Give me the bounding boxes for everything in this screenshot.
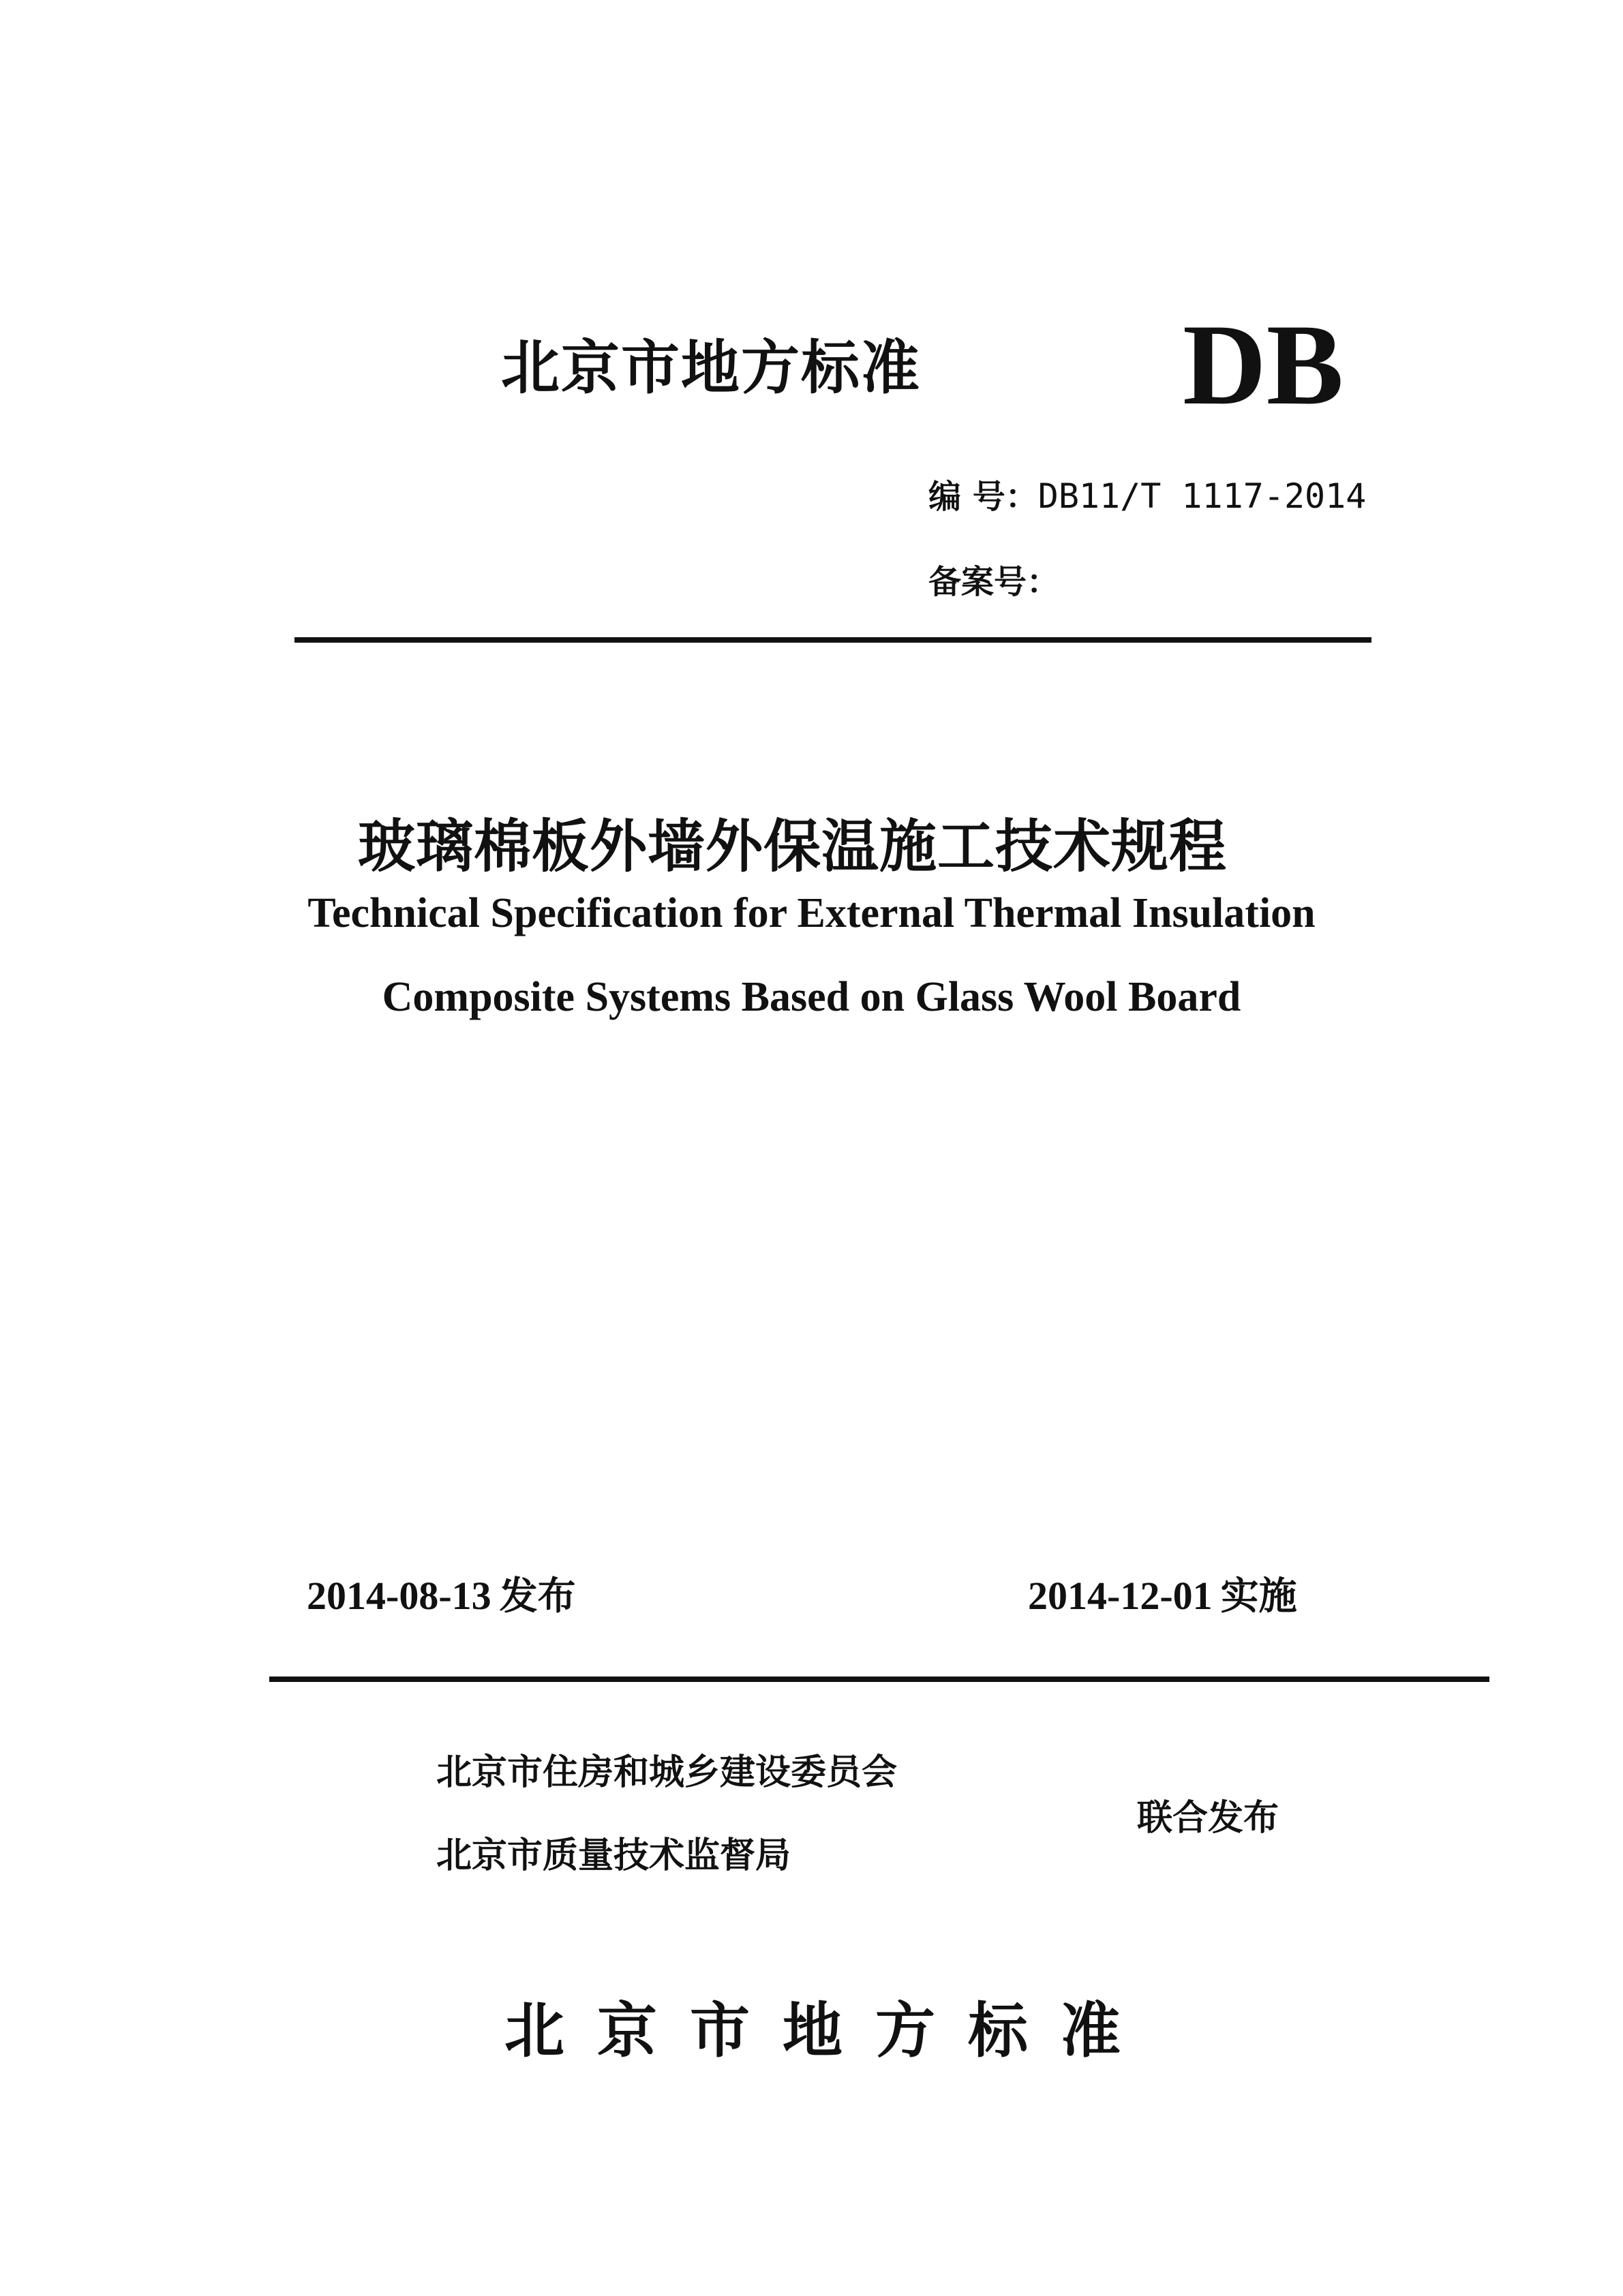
document-title-chinese: 玻璃棉板外墙外保温施工技术规程 <box>358 813 1228 880</box>
record-number-row <box>928 555 1059 602</box>
effective-label: 实施 <box>1220 1574 1297 1619</box>
issue-date-row <box>307 1566 576 1621</box>
effective-date: 2014-12-01 <box>1028 1574 1213 1618</box>
standard-number-value: DB11/T 1117-2014 <box>1037 476 1367 516</box>
standard-number-label: 编 号： <box>928 478 1038 516</box>
joint-publish-label: 联合发布 <box>1137 1798 1279 1839</box>
effective-date-row <box>1028 1566 1297 1621</box>
issue-date: 2014-08-13 <box>307 1574 491 1618</box>
standard-number-row <box>928 470 1366 517</box>
issue-label: 发布 <box>499 1574 576 1619</box>
publisher-agency-housing: 北京市住房和城乡建设委员会 <box>436 1752 898 1793</box>
document-title-english-line1: Technical Specification for External Thermal Insulation <box>307 890 1316 936</box>
top-divider <box>294 637 1371 643</box>
publisher-agency-quality: 北京市质量技术监督局 <box>436 1835 791 1876</box>
document-title-english-line2: Composite Systems Based on Glass Wool Board <box>382 974 1241 1020</box>
header-title: 北京市地方标准 <box>501 334 921 402</box>
bottom-divider <box>269 1677 1489 1682</box>
record-number-label: 备案号： <box>928 563 1060 601</box>
footer-title: 北京市地方标准 <box>504 1995 1154 2066</box>
db-mark: DB <box>1183 301 1344 429</box>
